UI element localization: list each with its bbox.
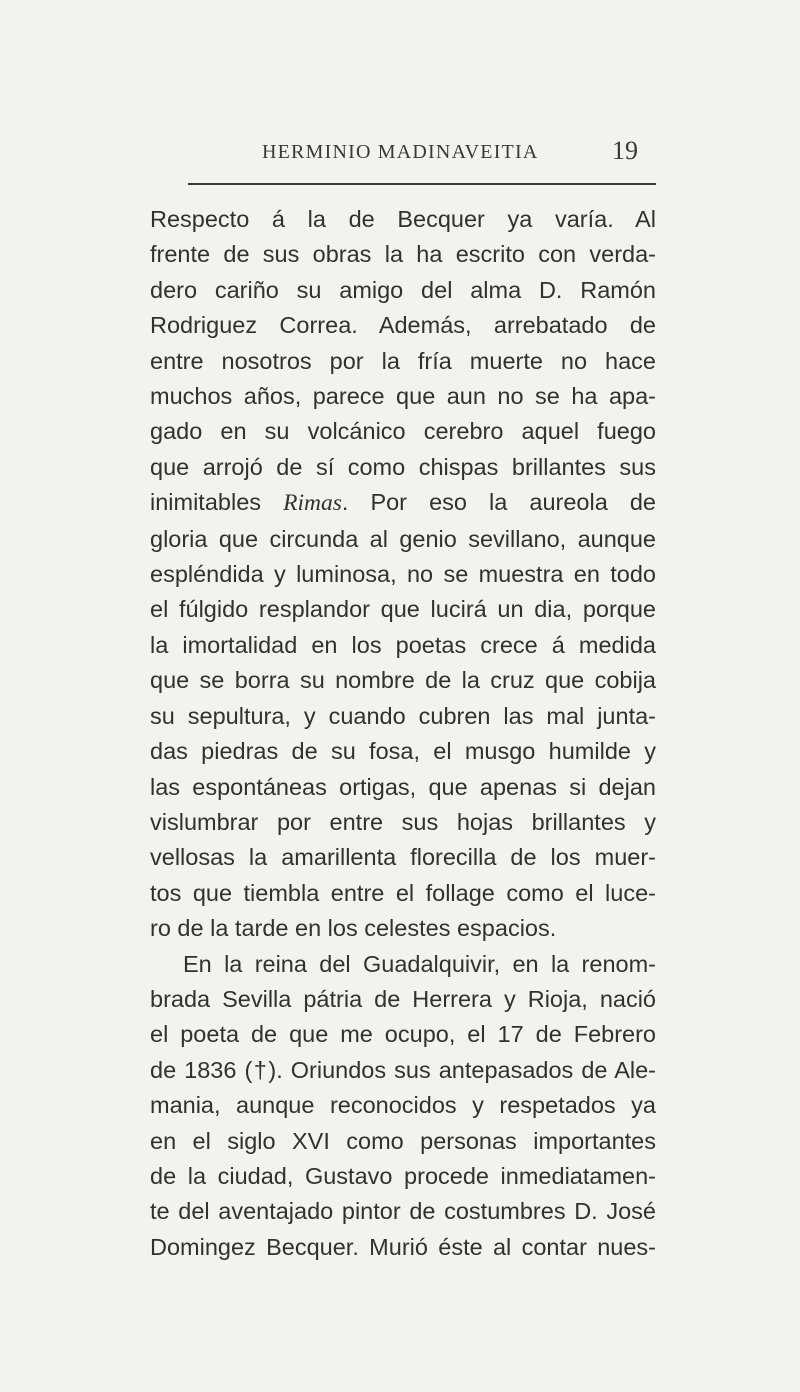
text-line: en el siglo XVI como personas importantes [150,1127,656,1154]
text-line: te del aventajado pintor de costumbres D. José [150,1198,656,1225]
header-rule [188,183,656,185]
paragraph-start-line: En la reina del Guadalquivir, en la renom- [183,950,656,977]
text-line: de la ciudad, Gustavo procede inmediatamen- [150,1162,656,1189]
text-line: que arrojó de sí como chispas brillantes sus [150,453,656,480]
text-line: el fúlgido resplandor que lucirá un dia, porque [150,596,656,623]
text-line: vellosas la amarillenta florecilla de los muer- [150,844,656,871]
text-line: la imortalidad en los poetas crece á medida [150,631,656,658]
body-text [150,202,656,1265]
text-line: vislumbrar por entre sus hojas brillantes y [150,808,656,835]
text-line: Domingez Becquer. Murió éste al contar nues- [150,1233,656,1260]
text-segment: . Por eso la aureola de [341,489,656,516]
text-line: gloria que circunda al genio sevillano, aunque [150,525,656,552]
text-line: tos que tiembla entre el follage como el luce- [150,879,656,906]
text-line: brada Sevilla pátria de Herrera y Rioja, nació [150,985,656,1012]
text-line: las espontáneas ortigas, que apenas si dejan [150,773,656,800]
italic-work-title: Rimas [283,490,342,517]
text-line: su sepultura, y cuando cubren las mal junta- [150,702,656,729]
text-line: Rodriguez Correa. Además, arrebatado de [150,312,656,339]
text-line: entre nosotros por la fría muerte no hace [150,347,656,374]
paragraph-end-line: ro de la tarde en los celestes espacios. [150,915,557,942]
text-line: espléndida y luminosa, no se muestra en todo [150,561,656,588]
text-line: Respecto á la de Becquer ya varía. Al [150,206,656,232]
text-line-with-title [150,485,656,521]
text-line: dero cariño su amigo del alma D. Ramón [150,276,656,303]
text-line: gado en su volcánico cerebro aquel fuego [150,418,656,445]
text-segment: inimitables [150,489,284,516]
running-head: HERMINIO MADINAVEITIA [262,141,539,163]
text-line: muchos años, parece que aun no se ha apa- [150,383,656,410]
text-line: el poeta de que me ocupo, el 17 de Febrero [150,1021,656,1048]
text-line: mania, aunque reconocidos y respetados ya [150,1092,656,1119]
text-line: que se borra su nombre de la cruz que cobija [150,667,656,694]
text-line: frente de sus obras la ha escrito con verda- [150,241,656,268]
text-line: das piedras de su fosa, el musgo humilde y [150,738,656,765]
page-number: 19 [612,136,638,165]
text-line: de 1836 (†). Oriundos sus antepasados de Ale- [150,1056,656,1083]
